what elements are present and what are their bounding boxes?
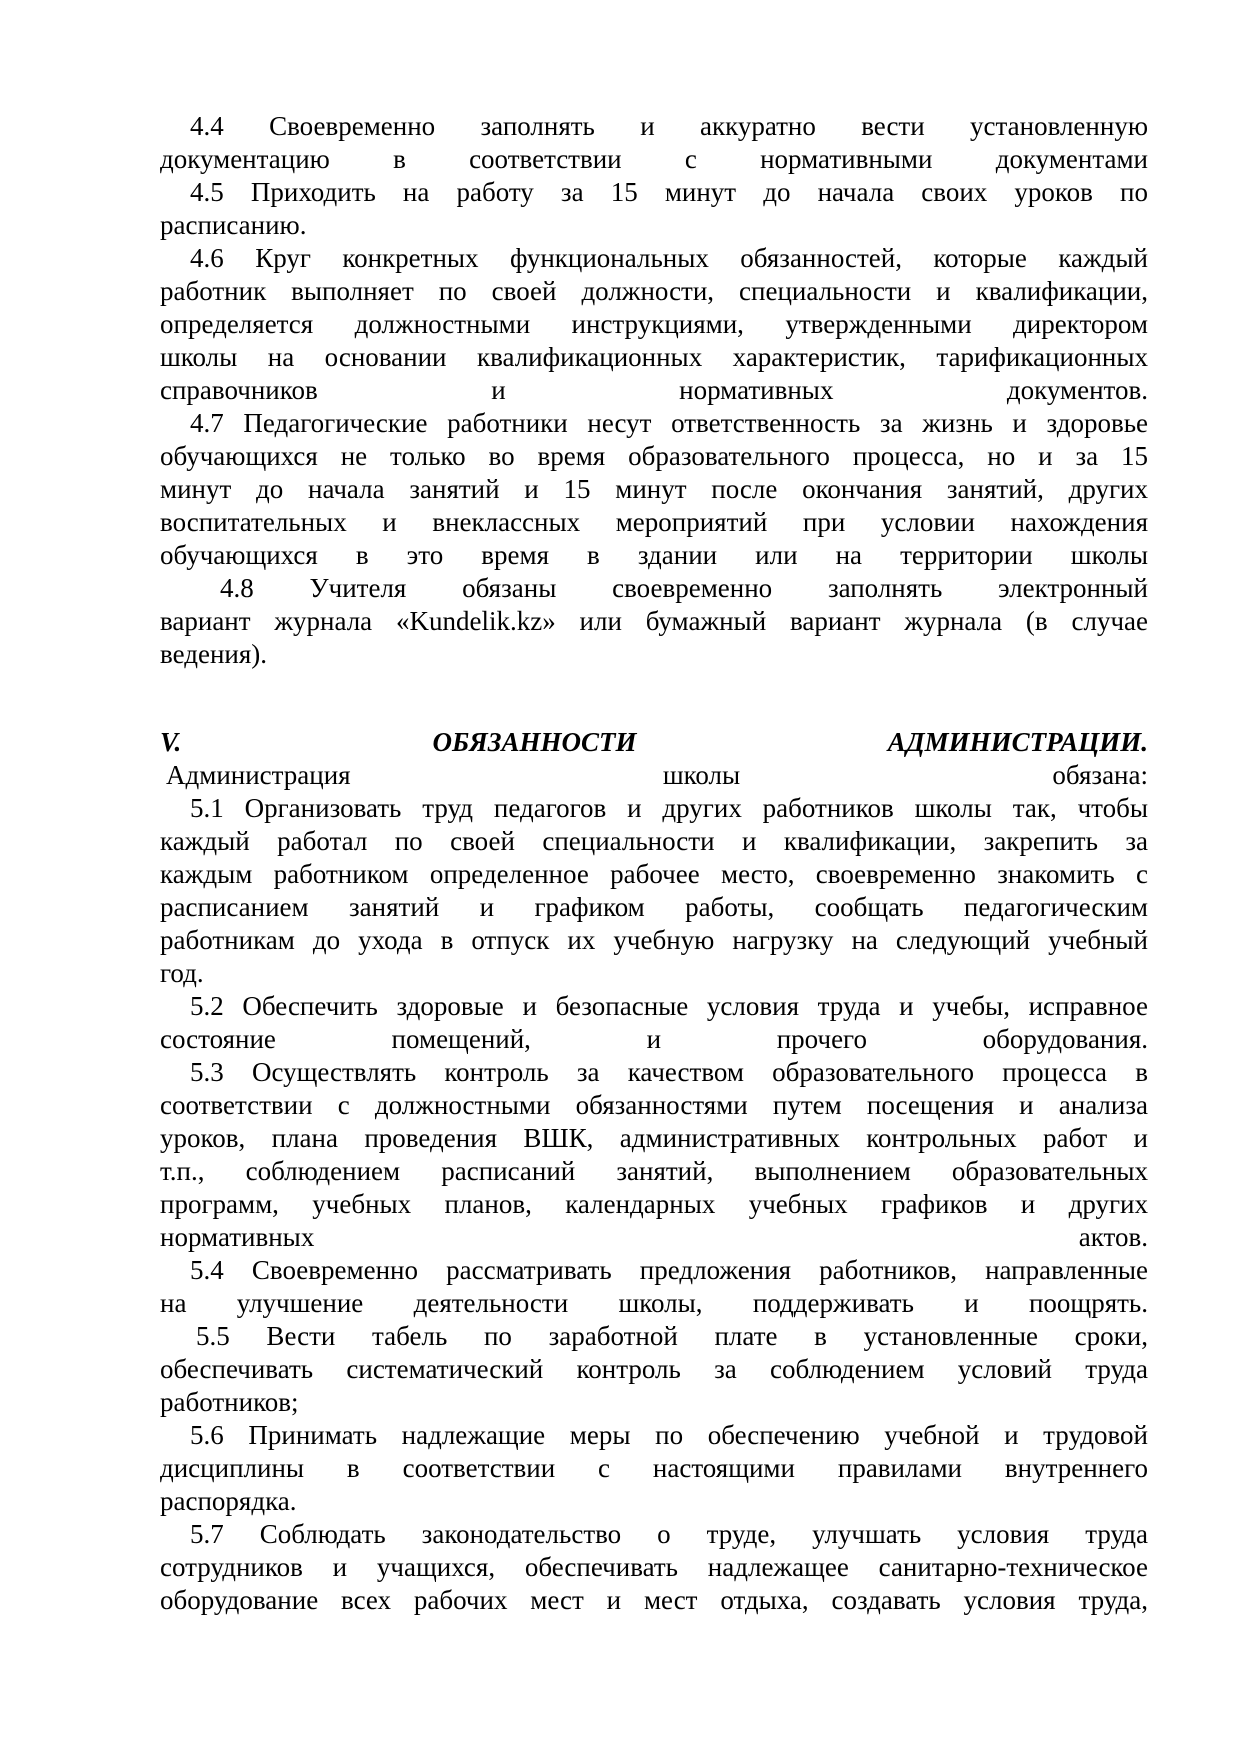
text-line: соответствии с должностными обязанностями путем посещения и анализа: [160, 1090, 1148, 1120]
text-line: 4.5 Приходить на работу за 15 минут до начала своих уроков по: [190, 177, 1148, 207]
text-line: 5.6 Принимать надлежащие меры по обеспечению учебной и трудовой: [190, 1420, 1148, 1450]
text-line: программ, учебных планов, календарных учебных графиков и других: [160, 1189, 1148, 1219]
text-line: школы на основании квалификационных характеристик, тарификационных: [160, 342, 1148, 372]
text-line: обучающихся в это время в здании или на территории школы: [160, 540, 1148, 570]
text-line: документацию в соответствии с нормативными документами: [160, 144, 1148, 174]
para-4-4: [160, 110, 1148, 176]
text-line: каждым работником определенное рабочее место, своевременно знакомить с: [160, 859, 1148, 889]
text-line: 4.7 Педагогические работники несут ответственность за жизнь и здоровье: [190, 408, 1148, 438]
para-5-2: [160, 990, 1148, 1056]
text-line: распорядка.: [160, 1486, 297, 1516]
text-line: расписанию.: [160, 210, 307, 240]
text-line: 4.8 Учителя обязаны своевременно заполнять электронный: [220, 573, 1148, 603]
para-admin-intro: [160, 759, 1148, 792]
text-line: 4.6 Круг конкретных функциональных обязанностей, которые каждый: [190, 243, 1148, 273]
text-line: вариант журнала «Kundelik.kz» или бумажный вариант журнала (в случае: [160, 606, 1148, 636]
text-line: минут до начала занятий и 15 минут после окончания занятий, других: [160, 474, 1148, 504]
text-line: работник выполняет по своей должности, специальности и квалификации,: [160, 276, 1148, 306]
para-4-7: [160, 407, 1148, 572]
text-line: год.: [160, 958, 204, 988]
text-line: справочников и нормативных документов.: [160, 375, 1148, 405]
text-line: 5.7 Соблюдать законодательство о труде, улучшать условия труда: [190, 1519, 1148, 1549]
text-line: т.п., соблюдением расписаний занятий, выполнением образовательных: [160, 1156, 1148, 1186]
text-line: воспитательных и внеклассных мероприятий при условии нахождения: [160, 507, 1148, 537]
text-line: 5.5 Вести табель по заработной плате в установленные сроки,: [196, 1321, 1148, 1351]
text-line: состояние помещений, и прочего оборудования.: [160, 1024, 1148, 1054]
text-line: дисциплины в соответствии с настоящими правилами внутреннего: [160, 1453, 1148, 1483]
text-line: V. ОБЯЗАННОСТИ АДМИНИСТРАЦИИ.: [160, 727, 1148, 757]
text-line: оборудование всех рабочих мест и мест отдыха, создавать условия труда,: [160, 1585, 1148, 1615]
para-4-8: [160, 572, 1148, 671]
text-line: уроков, плана проведения ВШК, административных контрольных работ и: [160, 1123, 1148, 1153]
text-line: обеспечивать систематический контроль за соблюдением условий труда: [160, 1354, 1148, 1384]
text-line: работникам до ухода в отпуск их учебную нагрузку на следующий учебный: [160, 925, 1148, 955]
text-line: нормативных актов.: [160, 1222, 1148, 1252]
para-4-6: [160, 242, 1148, 407]
para-5-1: [160, 792, 1148, 990]
para-5-7: [160, 1518, 1148, 1617]
para-5-4: [160, 1254, 1148, 1320]
text-line: работников;: [160, 1387, 299, 1417]
para-4-5: [160, 176, 1148, 242]
para-5-3: [160, 1056, 1148, 1254]
text-line: ведения).: [160, 639, 267, 669]
text-line: сотрудников и учащихся, обеспечивать надлежащее санитарно-техническое: [160, 1552, 1148, 1582]
text-line: Администрация школы обязана:: [166, 760, 1148, 790]
text-line: обучающихся не только во время образовательного процесса, но и за 15: [160, 441, 1148, 471]
text-line: 5.4 Своевременно рассматривать предложения работников, направленные: [190, 1255, 1148, 1285]
text-line: каждый работал по своей специальности и квалификации, закрепить за: [160, 826, 1148, 856]
text-line: 5.1 Организовать труд педагогов и других работников школы так, чтобы: [190, 793, 1148, 823]
document-body: [160, 110, 1148, 1617]
text-line: 4.4 Своевременно заполнять и аккуратно вести установленную: [190, 111, 1148, 141]
text-line: 5.3 Осуществлять контроль за качеством образовательного процесса в: [190, 1057, 1148, 1087]
text-line: 5.2 Обеспечить здоровые и безопасные условия труда и учебы, исправное: [190, 991, 1148, 1021]
text-line: определяется должностными инструкциями, утвержденными директором: [160, 309, 1148, 339]
para-5-5: [160, 1320, 1148, 1419]
text-line: на улучшение деятельности школы, поддерживать и поощрять.: [160, 1288, 1148, 1318]
text-line: расписанием занятий и графиком работы, сообщать педагогическим: [160, 892, 1148, 922]
section-v-heading: [160, 726, 1148, 759]
para-5-6: [160, 1419, 1148, 1518]
